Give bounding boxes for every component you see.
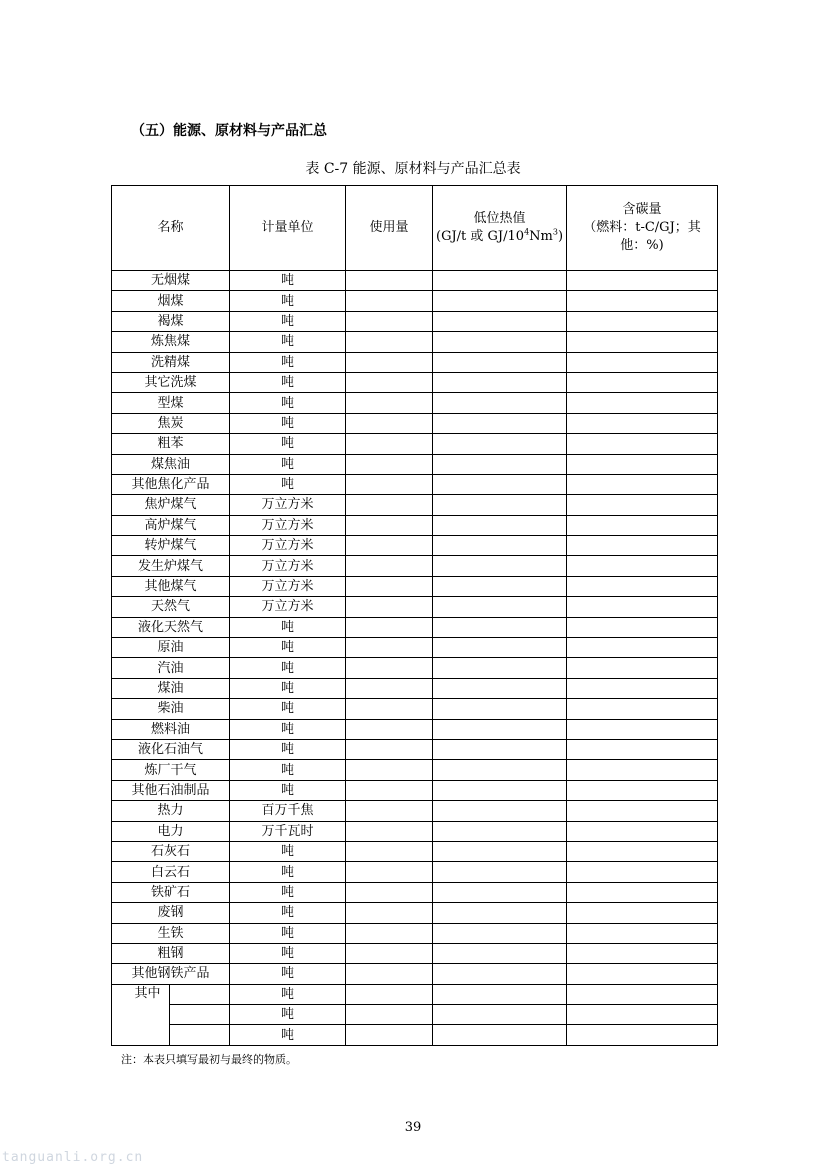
row-carbon-cell[interactable] xyxy=(567,372,718,392)
row-unit: 吨 xyxy=(230,474,346,494)
row-usage-cell[interactable] xyxy=(346,393,433,413)
row-usage-cell[interactable] xyxy=(346,943,433,963)
table-row xyxy=(112,780,718,800)
row-usage-cell[interactable] xyxy=(346,821,433,841)
row-name: 石灰石 xyxy=(112,841,230,861)
row-heat-cell[interactable] xyxy=(433,617,567,637)
row-carbon-cell[interactable] xyxy=(567,943,718,963)
row-usage-cell[interactable] xyxy=(346,1025,433,1045)
row-unit: 吨 xyxy=(230,638,346,658)
row-carbon-cell[interactable] xyxy=(567,434,718,454)
sub-table-row xyxy=(112,1025,718,1045)
summary-table xyxy=(111,185,718,1046)
table-row xyxy=(112,352,718,372)
row-carbon-cell[interactable] xyxy=(567,821,718,841)
table-row xyxy=(112,862,718,882)
row-unit: 吨 xyxy=(230,780,346,800)
row-unit: 吨 xyxy=(230,882,346,902)
row-carbon-cell[interactable] xyxy=(567,352,718,372)
row-usage-cell[interactable] xyxy=(346,1005,433,1025)
header-name: 名称 xyxy=(112,186,230,271)
table-row xyxy=(112,821,718,841)
row-heat-cell[interactable] xyxy=(433,923,567,943)
row-unit: 吨 xyxy=(230,434,346,454)
header-heat-line1: 低位热值 xyxy=(473,211,526,226)
row-usage-cell[interactable] xyxy=(346,923,433,943)
table-row xyxy=(112,556,718,576)
row-unit: 吨 xyxy=(230,862,346,882)
table-row xyxy=(112,271,718,291)
row-name: 烟煤 xyxy=(112,291,230,311)
table-row xyxy=(112,474,718,494)
table-row xyxy=(112,536,718,556)
row-usage-cell[interactable] xyxy=(346,984,433,1004)
row-heat-cell[interactable] xyxy=(433,1025,567,1045)
row-name: 焦炉煤气 xyxy=(112,495,230,515)
sub-table-row xyxy=(112,984,718,1004)
header-unit: 计量单位 xyxy=(230,186,346,271)
row-usage-cell[interactable] xyxy=(346,760,433,780)
row-name: 液化天然气 xyxy=(112,617,230,637)
row-unit: 吨 xyxy=(230,943,346,963)
row-carbon-cell[interactable] xyxy=(567,454,718,474)
row-name: 液化石油气 xyxy=(112,739,230,759)
row-name: 其它洗煤 xyxy=(112,372,230,392)
row-unit: 吨 xyxy=(230,393,346,413)
table-row xyxy=(112,964,718,984)
row-usage-cell[interactable] xyxy=(346,678,433,698)
header-heat-value xyxy=(433,186,567,271)
row-unit: 吨 xyxy=(230,903,346,923)
row-carbon-cell[interactable] xyxy=(567,780,718,800)
table-row xyxy=(112,332,718,352)
row-name: 转炉煤气 xyxy=(112,536,230,556)
row-carbon-cell[interactable] xyxy=(567,658,718,678)
row-usage-cell[interactable] xyxy=(346,332,433,352)
row-usage-cell[interactable] xyxy=(346,801,433,821)
table-row xyxy=(112,311,718,331)
table-row xyxy=(112,576,718,596)
row-name: 燃料油 xyxy=(112,719,230,739)
section-title: （五）能源、原材料与产品汇总 xyxy=(131,123,327,139)
row-name: 其他石油制品 xyxy=(112,780,230,800)
table-note: 注：本表只填写最初与最终的物质。 xyxy=(121,1053,297,1066)
row-usage-cell[interactable] xyxy=(346,515,433,535)
row-carbon-cell[interactable] xyxy=(567,882,718,902)
row-carbon-cell[interactable] xyxy=(567,576,718,596)
row-heat-cell[interactable] xyxy=(433,841,567,861)
row-carbon-cell[interactable] xyxy=(567,617,718,637)
row-usage-cell[interactable] xyxy=(346,617,433,637)
row-heat-cell[interactable] xyxy=(433,413,567,433)
table-row xyxy=(112,841,718,861)
table-row xyxy=(112,943,718,963)
row-unit: 吨 xyxy=(230,332,346,352)
row-name: 天然气 xyxy=(112,597,230,617)
row-carbon-cell[interactable] xyxy=(567,760,718,780)
sub-row-name-cell[interactable] xyxy=(170,1005,230,1025)
row-heat-cell[interactable] xyxy=(433,780,567,800)
row-unit: 吨 xyxy=(230,454,346,474)
row-heat-cell[interactable] xyxy=(433,699,567,719)
row-name: 粗苯 xyxy=(112,434,230,454)
row-name: 电力 xyxy=(112,821,230,841)
row-usage-cell[interactable] xyxy=(346,719,433,739)
sub-table-row xyxy=(112,1005,718,1025)
row-name: 炼厂干气 xyxy=(112,760,230,780)
row-carbon-cell[interactable] xyxy=(567,1005,718,1025)
watermark: tanguanli.org.cn xyxy=(2,1150,144,1165)
row-carbon-cell[interactable] xyxy=(567,739,718,759)
row-name: 发生炉煤气 xyxy=(112,556,230,576)
row-carbon-cell[interactable] xyxy=(567,393,718,413)
row-heat-cell[interactable] xyxy=(433,454,567,474)
table-row xyxy=(112,597,718,617)
row-unit: 吨 xyxy=(230,984,346,1004)
row-heat-cell[interactable] xyxy=(433,739,567,759)
row-unit: 吨 xyxy=(230,739,346,759)
row-usage-cell[interactable] xyxy=(346,576,433,596)
row-heat-cell[interactable] xyxy=(433,862,567,882)
row-carbon-cell[interactable] xyxy=(567,841,718,861)
row-heat-cell[interactable] xyxy=(433,556,567,576)
row-carbon-cell[interactable] xyxy=(567,801,718,821)
row-usage-cell[interactable] xyxy=(346,454,433,474)
row-carbon-cell[interactable] xyxy=(567,719,718,739)
row-name: 其他煤气 xyxy=(112,576,230,596)
row-unit: 吨 xyxy=(230,617,346,637)
table-row xyxy=(112,739,718,759)
table-row xyxy=(112,923,718,943)
row-heat-cell[interactable] xyxy=(433,638,567,658)
row-carbon-cell[interactable] xyxy=(567,474,718,494)
row-unit: 百万千焦 xyxy=(230,801,346,821)
row-carbon-cell[interactable] xyxy=(567,495,718,515)
row-heat-cell[interactable] xyxy=(433,515,567,535)
sub-row-name-cell[interactable] xyxy=(170,1025,230,1045)
row-usage-cell[interactable] xyxy=(346,271,433,291)
row-unit: 万立方米 xyxy=(230,515,346,535)
row-name: 洗精煤 xyxy=(112,352,230,372)
row-carbon-cell[interactable] xyxy=(567,923,718,943)
row-carbon-cell[interactable] xyxy=(567,271,718,291)
row-heat-cell[interactable] xyxy=(433,801,567,821)
table-row xyxy=(112,719,718,739)
sub-group-label: 其中 xyxy=(112,984,170,1045)
row-heat-cell[interactable] xyxy=(433,393,567,413)
row-name: 废钢 xyxy=(112,903,230,923)
row-name: 无烟煤 xyxy=(112,271,230,291)
row-usage-cell[interactable] xyxy=(346,841,433,861)
row-carbon-cell[interactable] xyxy=(567,1025,718,1045)
row-usage-cell[interactable] xyxy=(346,372,433,392)
row-heat-cell[interactable] xyxy=(433,474,567,494)
row-usage-cell[interactable] xyxy=(346,495,433,515)
row-carbon-cell[interactable] xyxy=(567,638,718,658)
row-usage-cell[interactable] xyxy=(346,291,433,311)
row-usage-cell[interactable] xyxy=(346,556,433,576)
row-name: 高炉煤气 xyxy=(112,515,230,535)
row-heat-cell[interactable] xyxy=(433,1005,567,1025)
table-row xyxy=(112,760,718,780)
row-usage-cell[interactable] xyxy=(346,739,433,759)
row-carbon-cell[interactable] xyxy=(567,903,718,923)
row-unit: 吨 xyxy=(230,1025,346,1045)
row-heat-cell[interactable] xyxy=(433,658,567,678)
row-unit: 万立方米 xyxy=(230,597,346,617)
table-caption: 表 C-7 能源、原材料与产品汇总表 xyxy=(305,161,521,177)
row-carbon-cell[interactable] xyxy=(567,536,718,556)
row-unit: 吨 xyxy=(230,841,346,861)
row-unit: 万立方米 xyxy=(230,576,346,596)
row-unit: 吨 xyxy=(230,678,346,698)
row-carbon-cell[interactable] xyxy=(567,862,718,882)
row-name: 其他焦化产品 xyxy=(112,474,230,494)
row-unit: 吨 xyxy=(230,291,346,311)
row-heat-cell[interactable] xyxy=(433,332,567,352)
row-unit: 万立方米 xyxy=(230,495,346,515)
header-usage: 使用量 xyxy=(346,186,433,271)
row-usage-cell[interactable] xyxy=(346,536,433,556)
row-carbon-cell[interactable] xyxy=(567,699,718,719)
row-unit: 万立方米 xyxy=(230,536,346,556)
row-usage-cell[interactable] xyxy=(346,964,433,984)
row-name: 生铁 xyxy=(112,923,230,943)
row-unit: 吨 xyxy=(230,372,346,392)
row-name: 煤油 xyxy=(112,678,230,698)
row-name: 热力 xyxy=(112,801,230,821)
row-usage-cell[interactable] xyxy=(346,658,433,678)
row-heat-cell[interactable] xyxy=(433,434,567,454)
row-unit: 吨 xyxy=(230,352,346,372)
row-carbon-cell[interactable] xyxy=(567,332,718,352)
row-heat-cell[interactable] xyxy=(433,943,567,963)
row-usage-cell[interactable] xyxy=(346,474,433,494)
row-unit: 吨 xyxy=(230,658,346,678)
table-row xyxy=(112,515,718,535)
row-heat-cell[interactable] xyxy=(433,352,567,372)
row-carbon-cell[interactable] xyxy=(567,291,718,311)
sub-row-name-cell[interactable] xyxy=(170,984,230,1004)
row-carbon-cell[interactable] xyxy=(567,556,718,576)
row-heat-cell[interactable] xyxy=(433,984,567,1004)
row-unit: 吨 xyxy=(230,923,346,943)
row-name: 型煤 xyxy=(112,393,230,413)
table-row xyxy=(112,638,718,658)
row-carbon-cell[interactable] xyxy=(567,515,718,535)
table-row xyxy=(112,291,718,311)
row-heat-cell[interactable] xyxy=(433,821,567,841)
row-heat-cell[interactable] xyxy=(433,719,567,739)
row-heat-cell[interactable] xyxy=(433,536,567,556)
row-heat-cell[interactable] xyxy=(433,576,567,596)
row-usage-cell[interactable] xyxy=(346,780,433,800)
row-name: 褐煤 xyxy=(112,311,230,331)
table-row xyxy=(112,699,718,719)
row-usage-cell[interactable] xyxy=(346,882,433,902)
row-usage-cell[interactable] xyxy=(346,903,433,923)
row-heat-cell[interactable] xyxy=(433,964,567,984)
row-carbon-cell[interactable] xyxy=(567,964,718,984)
row-heat-cell[interactable] xyxy=(433,311,567,331)
table-row xyxy=(112,434,718,454)
row-heat-cell[interactable] xyxy=(433,882,567,902)
table-row xyxy=(112,658,718,678)
row-carbon-cell[interactable] xyxy=(567,984,718,1004)
header-carbon-line1: 含碳量 xyxy=(622,202,662,217)
header-carbon-line2: （燃料：t-C/GJ；其他：%) xyxy=(583,220,701,253)
row-usage-cell[interactable] xyxy=(346,352,433,372)
row-name: 煤焦油 xyxy=(112,454,230,474)
row-name: 铁矿石 xyxy=(112,882,230,902)
header-heat-line2: (GJ/t 或 $GJ/10^4Nm^3$) xyxy=(436,227,564,244)
row-usage-cell[interactable] xyxy=(346,311,433,331)
table-row xyxy=(112,678,718,698)
row-unit: 万千瓦时 xyxy=(230,821,346,841)
row-heat-cell[interactable] xyxy=(433,372,567,392)
table-row xyxy=(112,801,718,821)
table-row xyxy=(112,903,718,923)
row-name: 粗钢 xyxy=(112,943,230,963)
row-heat-cell[interactable] xyxy=(433,903,567,923)
row-unit: 吨 xyxy=(230,413,346,433)
row-usage-cell[interactable] xyxy=(346,638,433,658)
row-unit: 吨 xyxy=(230,311,346,331)
table-row xyxy=(112,372,718,392)
row-carbon-cell[interactable] xyxy=(567,311,718,331)
header-carbon-content xyxy=(567,186,718,271)
table-row xyxy=(112,413,718,433)
row-unit: 吨 xyxy=(230,760,346,780)
row-name: 炼焦煤 xyxy=(112,332,230,352)
row-name: 汽油 xyxy=(112,658,230,678)
header-row xyxy=(112,186,718,271)
row-unit: 吨 xyxy=(230,271,346,291)
row-usage-cell[interactable] xyxy=(346,413,433,433)
row-unit: 吨 xyxy=(230,719,346,739)
row-heat-cell[interactable] xyxy=(433,271,567,291)
row-heat-cell[interactable] xyxy=(433,597,567,617)
table-row xyxy=(112,495,718,515)
row-name: 原油 xyxy=(112,638,230,658)
row-usage-cell[interactable] xyxy=(346,862,433,882)
table-row xyxy=(112,617,718,637)
row-usage-cell[interactable] xyxy=(346,434,433,454)
row-heat-cell[interactable] xyxy=(433,678,567,698)
row-name: 柴油 xyxy=(112,699,230,719)
row-name: 白云石 xyxy=(112,862,230,882)
row-unit: 吨 xyxy=(230,1005,346,1025)
row-unit: 吨 xyxy=(230,964,346,984)
table-row xyxy=(112,393,718,413)
row-heat-cell[interactable] xyxy=(433,291,567,311)
row-name: 其他钢铁产品 xyxy=(112,964,230,984)
row-unit: 万立方米 xyxy=(230,556,346,576)
page-number: 39 xyxy=(404,1120,422,1135)
table-row xyxy=(112,882,718,902)
row-carbon-cell[interactable] xyxy=(567,597,718,617)
row-name: 焦炭 xyxy=(112,413,230,433)
row-carbon-cell[interactable] xyxy=(567,678,718,698)
row-heat-cell[interactable] xyxy=(433,760,567,780)
row-heat-cell[interactable] xyxy=(433,495,567,515)
row-unit: 吨 xyxy=(230,699,346,719)
row-carbon-cell[interactable] xyxy=(567,413,718,433)
table-row xyxy=(112,454,718,474)
row-usage-cell[interactable] xyxy=(346,699,433,719)
row-usage-cell[interactable] xyxy=(346,597,433,617)
